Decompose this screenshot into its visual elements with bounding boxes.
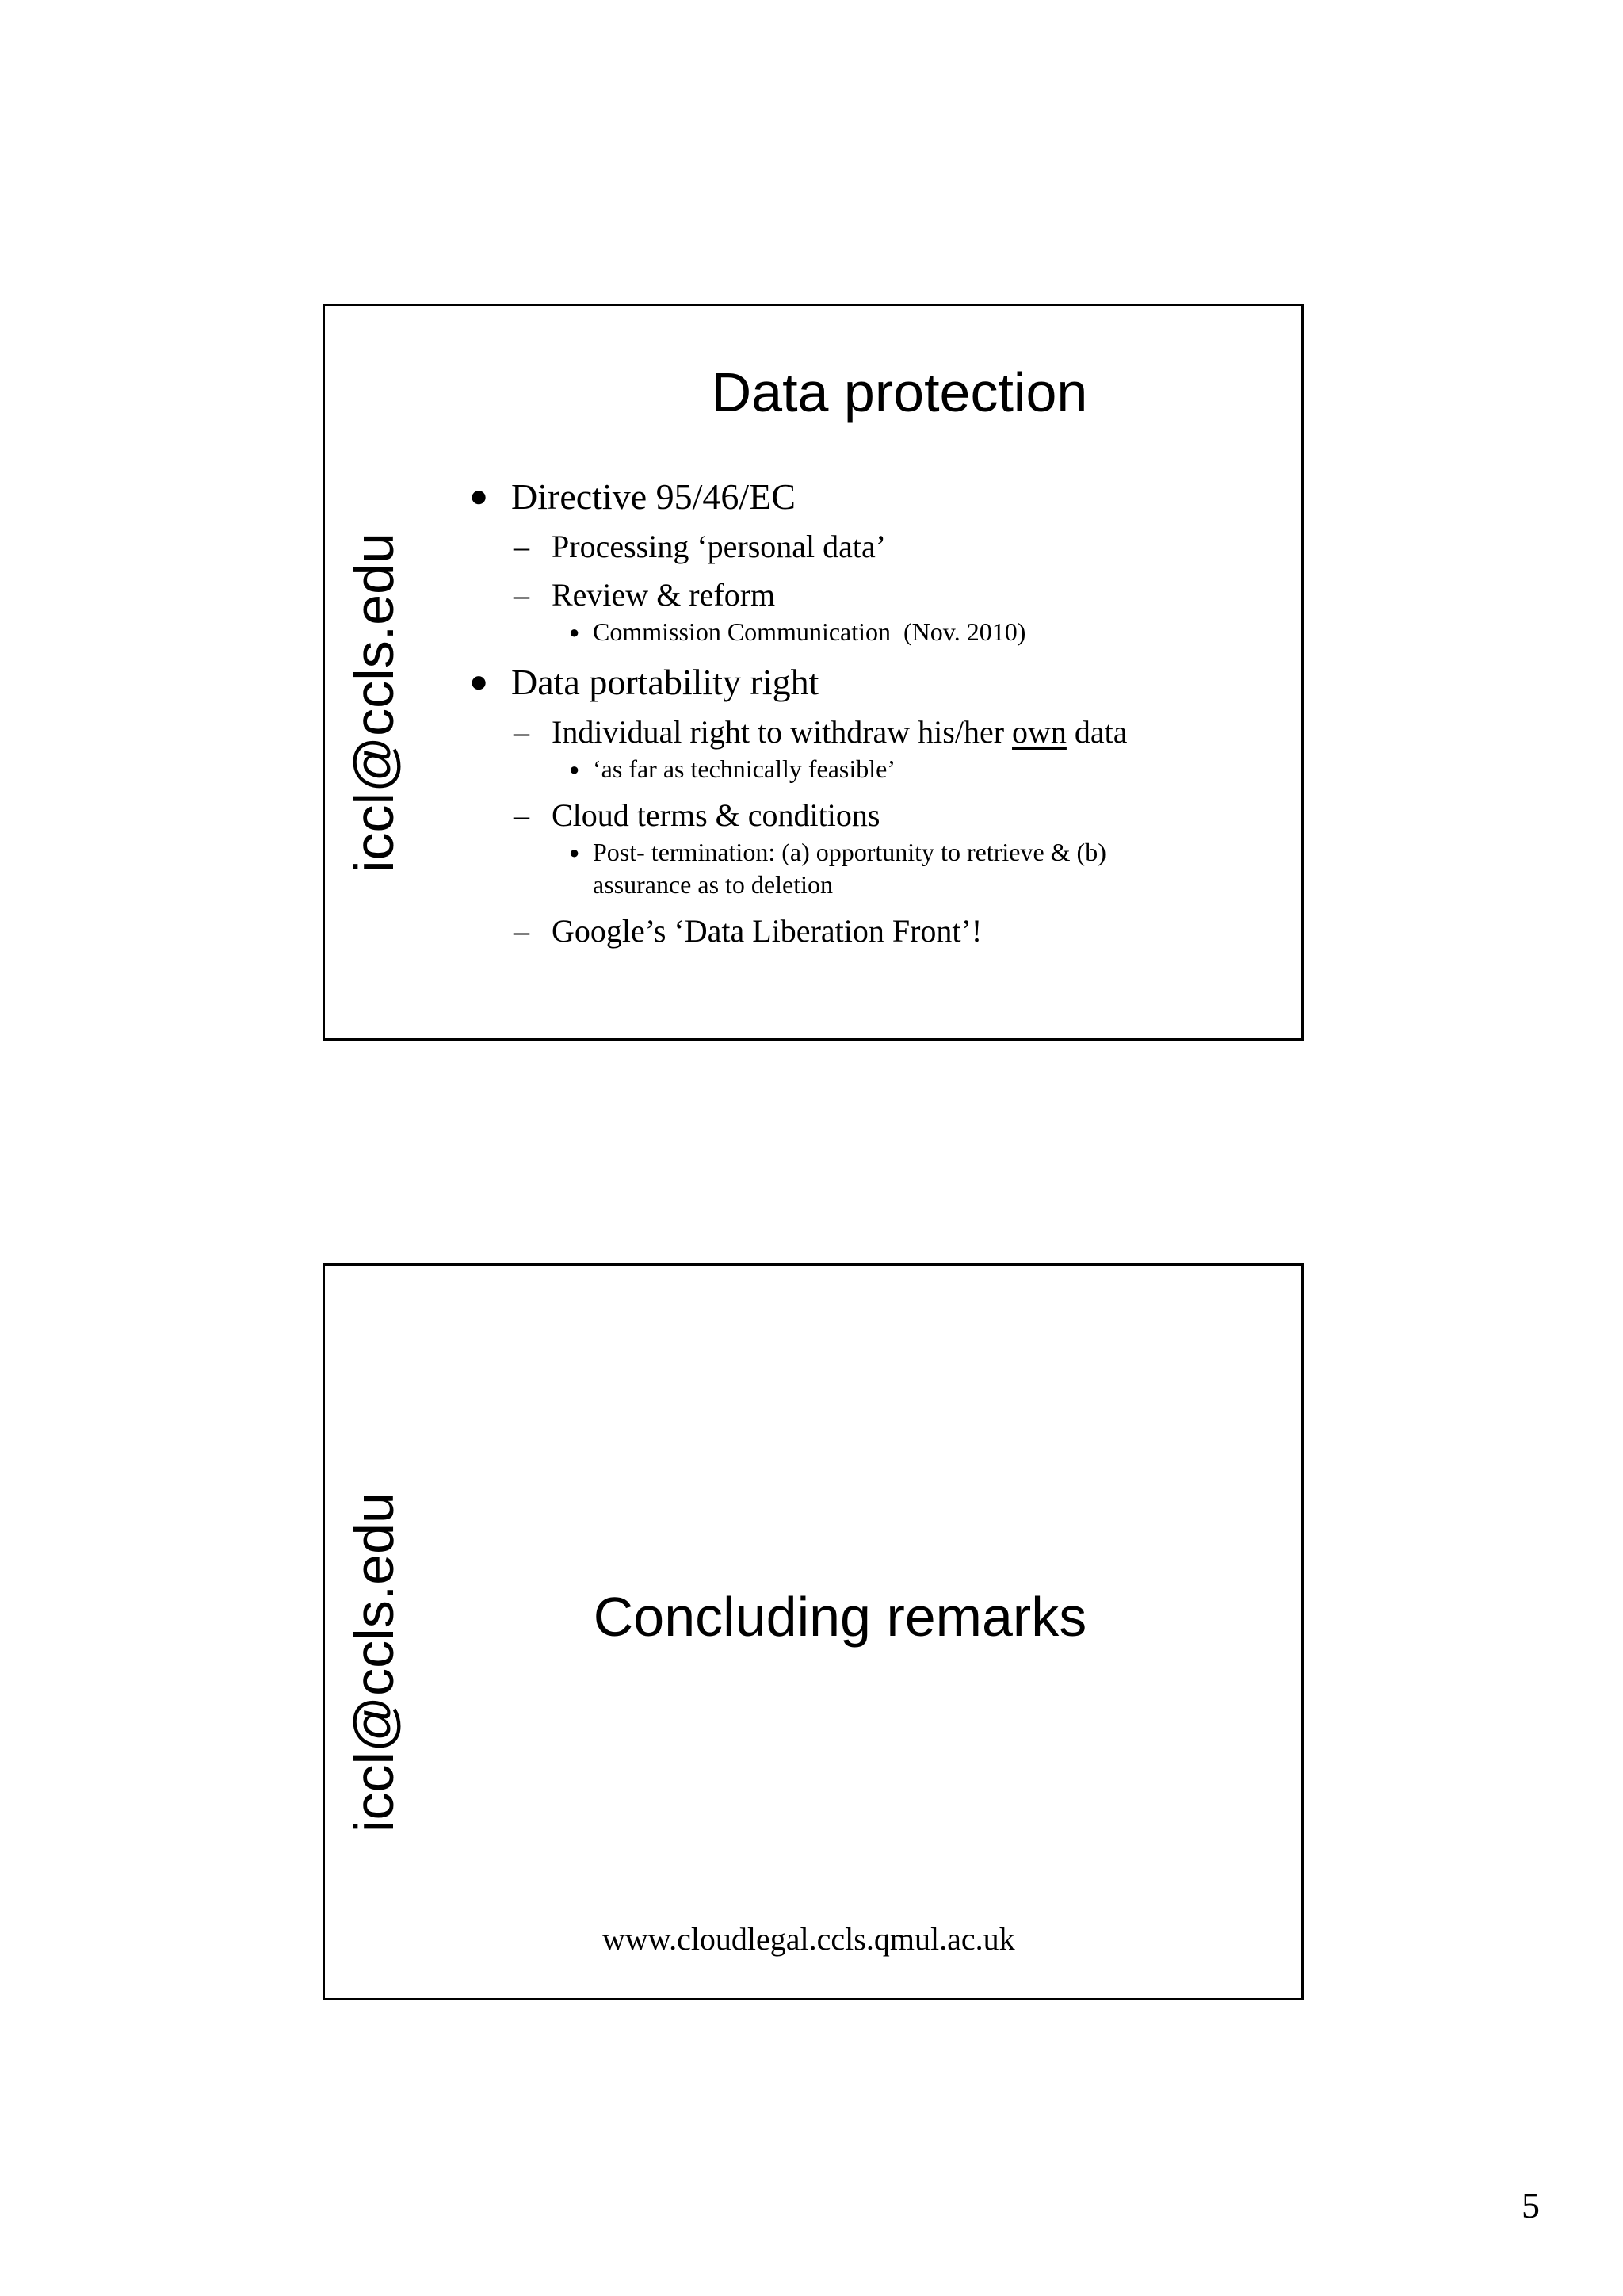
side-email-label: iccl@ccls.edu bbox=[343, 533, 405, 873]
sub-bullet-text: Processing ‘personal data’ bbox=[552, 529, 887, 564]
bullet-text: Data portability right bbox=[511, 662, 819, 702]
sub-sub-bullet-text: Commission Communication (Nov. 2010) bbox=[593, 617, 1026, 646]
bullet-text: Directive 95/46/EC bbox=[511, 476, 796, 517]
sub-sub-bullet-feasible bbox=[468, 753, 1195, 785]
sub-bullet-text: Review & reform bbox=[552, 577, 776, 613]
underlined-word: own bbox=[1012, 714, 1067, 750]
sub-bullet-review bbox=[468, 579, 1284, 611]
footer-url: www.cloudlegal.ccls.qmul.ac.uk bbox=[602, 1921, 1015, 1957]
bullet-list bbox=[468, 476, 1284, 949]
sub-bullet-google bbox=[468, 915, 1284, 947]
slide-title: Concluding remarks bbox=[593, 1586, 1087, 1648]
dash-marker: – bbox=[514, 797, 529, 833]
sub-bullet-text-after: data bbox=[1066, 714, 1128, 750]
dash-marker: – bbox=[514, 913, 529, 949]
page-number: 5 bbox=[1522, 2185, 1540, 2225]
sub-sub-bullet-text: Post- termination: (a) opportunity to retrieve & (b) assurance as to deletion bbox=[593, 838, 1106, 899]
slide-data-protection bbox=[323, 304, 1304, 1041]
bullet-marker: ● bbox=[469, 663, 489, 699]
sub-sub-bullet-termination bbox=[468, 836, 1195, 901]
bullet-portability bbox=[468, 664, 1284, 701]
dot-marker: ● bbox=[569, 842, 580, 862]
sub-bullet-text-before: Individual right to withdraw his/her bbox=[552, 714, 1013, 750]
dash-marker: – bbox=[514, 577, 529, 613]
bullet-directive bbox=[468, 476, 1284, 517]
sub-bullet-processing bbox=[468, 531, 1284, 563]
sub-bullet-text: Cloud terms & conditions bbox=[552, 797, 880, 833]
bullet-marker: ● bbox=[469, 478, 489, 514]
slide-title: Data protection bbox=[711, 361, 1088, 423]
dash-marker: – bbox=[514, 529, 529, 564]
sub-sub-bullet-commission bbox=[468, 616, 1195, 648]
slide-concluding-remarks bbox=[323, 1263, 1304, 2000]
dot-marker: ● bbox=[569, 759, 580, 779]
dash-marker: – bbox=[514, 714, 529, 750]
sub-bullet-withdraw bbox=[468, 716, 1284, 748]
side-email-label: iccl@ccls.edu bbox=[343, 1492, 405, 1832]
sub-bullet-text: Google’s ‘Data Liberation Front’! bbox=[552, 913, 983, 949]
sub-sub-bullet-text: ‘as far as technically feasible’ bbox=[593, 755, 896, 783]
sub-bullet-cloud-terms bbox=[468, 797, 1284, 833]
dot-marker: ● bbox=[569, 622, 580, 642]
